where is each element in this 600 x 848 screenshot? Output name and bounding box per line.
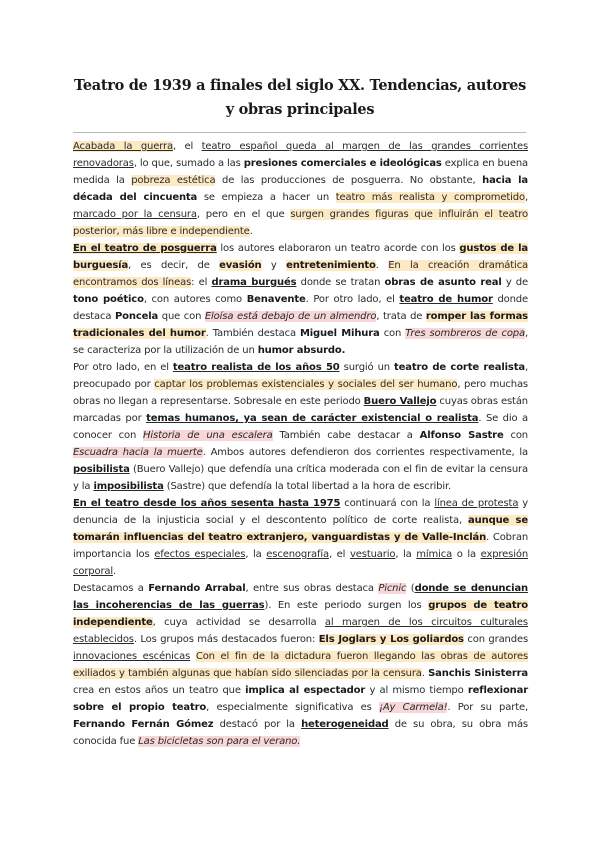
text-run: . Se dio a conocer con: [73, 413, 528, 441]
text-run: : el: [191, 277, 212, 288]
text-run: vestuario: [349, 549, 396, 560]
text-run: (Buero Vallejo) que defendía una crítica moderada con el fin de evitar la censura y la: [73, 464, 528, 492]
bold-text: humor absurdo.: [257, 345, 346, 356]
text-run: . Los grupos más destacados fueron:: [133, 634, 319, 645]
text-run: Destacamos a: [73, 583, 149, 594]
text-run: , la: [395, 549, 417, 560]
text-run: escenografía: [266, 549, 329, 560]
text-run: , el: [328, 549, 350, 560]
text-run: continuará con la: [340, 498, 435, 509]
bold-text: Benavente: [246, 294, 306, 305]
bold-text: temas humanos, ya sean de carácter existencial o realista: [146, 413, 479, 424]
text-run: expresión corporal: [73, 549, 529, 577]
text-run: efectos especiales: [154, 549, 246, 560]
text-run: que con: [158, 311, 205, 322]
text-run: teatro español queda al margen de las grandes corrientes renovadoras: [73, 141, 529, 169]
highlighted-text: Acabada la guerra: [73, 141, 173, 152]
bold-text: Poncela: [114, 311, 159, 322]
highlighted-text: teatro más realista y comprometido: [335, 192, 525, 203]
text-run: innovaciones escénicas: [73, 651, 191, 662]
text-run: , especialmente significativa es: [206, 702, 379, 713]
text-run: con: [379, 328, 406, 339]
paragraph-1: [73, 138, 528, 240]
text-run: y al mismo tiempo: [365, 685, 468, 696]
text-run: surgió un: [339, 362, 395, 373]
text-run: al margen de los circuitos culturales establecidos: [73, 617, 528, 645]
bold-text: teatro de corte realista: [394, 362, 525, 373]
text-run: . Cobran importancia los: [73, 532, 529, 560]
document-title: Teatro de 1939 a finales del siglo XX. Tendencias, autores y obras principales: [74, 77, 526, 118]
text-run: , preocupado por: [73, 362, 528, 390]
paragraph-3: [73, 359, 528, 495]
bold-text: Fernando Fernán Gómez: [73, 719, 214, 730]
highlighted-text: Els Joglars y Los goliardos: [318, 634, 464, 645]
text-run: mímica: [416, 549, 453, 560]
bold-text: imposibilista: [93, 481, 164, 492]
text-run: los autores elaboraron un teatro acorde con los: [216, 243, 460, 254]
bold-text: posibilista: [73, 464, 130, 475]
highlighted-text: captar los problemas existenciales y sociales del ser humano: [154, 379, 458, 390]
text-run: . Ambos autores defendieron dos corrientes respectivamente, la: [202, 447, 529, 458]
bold-text: Buero Vallejo: [363, 396, 437, 407]
highlighted-text: grupos de teatro independiente: [73, 600, 528, 628]
highlighted-text: Historia de una escalera: [143, 430, 273, 441]
highlighted-text: Escuadra hacia la muerte: [73, 447, 203, 458]
text-run: y denuncia de la injusticia social y el descontento político de corte realista,: [73, 498, 529, 526]
highlighted-text: En el teatro de posguerra: [73, 243, 217, 254]
highlighted-text: entretenimiento: [286, 260, 376, 271]
text-run: , el: [172, 141, 202, 152]
paragraph-5: [73, 580, 528, 750]
text-run: y de: [501, 277, 529, 288]
document-body: [73, 138, 528, 750]
text-run: Por otro lado, en el: [73, 362, 173, 373]
paragraph-4: [73, 495, 528, 580]
bold-text: reflexionar sobre el propio teatro: [73, 685, 529, 713]
bold-text: donde se denuncian las incoherencias de las guerras: [73, 583, 529, 611]
text-run: También cabe destacar a: [272, 430, 420, 441]
text-run: . También destaca: [205, 328, 300, 339]
text-run: crea en estos años un teatro que: [73, 685, 246, 696]
text-run: marcado por la censura: [73, 209, 197, 220]
text-run: , con autores como: [143, 294, 247, 305]
highlighted-text: gustos de la burguesía: [73, 243, 528, 271]
text-run: .: [375, 260, 389, 271]
text-run: , pero muchas obras no llegan a representarse. Sobresale en este periodo: [73, 379, 528, 407]
highlighted-text: Picnic: [378, 583, 407, 594]
bold-text: heterogeneidad: [301, 719, 389, 730]
highlighted-text: aunque se tomarán influencias del teatro extranjero, vanguardistas y de Valle-Inclán: [73, 515, 528, 543]
text-run: , entre sus obras destaca: [245, 583, 379, 594]
highlighted-text: Tres sombreros de copa: [405, 328, 525, 339]
text-run: explica en buena medida la: [73, 158, 528, 186]
text-run: cuyas obras están marcadas por: [73, 396, 528, 424]
bold-text: Sanchis Sinisterra: [428, 668, 528, 679]
highlighted-text: En la creación dramática encontramos dos líneas: [73, 260, 529, 288]
text-run: ,: [524, 192, 528, 203]
text-run: .: [113, 566, 117, 577]
text-run: .: [249, 226, 253, 237]
bold-text: obras de asunto real: [384, 277, 502, 288]
paragraph-2: [73, 240, 528, 359]
highlighted-text: surgen grandes figuras que influirán el teatro posterior, más libre e independiente: [73, 209, 528, 237]
highlighted-text: Con el fin de la dictadura fueron llegando las obras de autores exiliados y también algunas que habían sido silenciadas por la censura: [73, 651, 529, 679]
highlighted-text: Eloísa está debajo de un almendro: [204, 311, 377, 322]
text-run: ). En este periodo surgen los: [264, 600, 429, 611]
bold-text: presiones comerciales e ideológicas: [243, 158, 442, 169]
bold-text: implica al espectador: [245, 685, 366, 696]
bold-text: teatro realista de los años 50: [172, 362, 340, 373]
bold-text: hacia la década del cincuenta: [73, 175, 529, 203]
text-run: con: [503, 430, 528, 441]
text-run: , se caracteriza por la utilización de un: [73, 328, 529, 356]
text-run: donde destaca: [73, 294, 528, 322]
text-run: , cuya actividad se desarrolla: [152, 617, 325, 628]
bold-text: En el teatro desde los años sesenta hasta 1975: [73, 498, 341, 509]
highlighted-text: evasión: [219, 260, 262, 271]
bold-text: Alfonso Sastre: [419, 430, 504, 441]
text-run: destacó por la: [213, 719, 302, 730]
text-run: , trata de: [376, 311, 426, 322]
text-run: de su obra, su obra más conocida fue: [73, 719, 528, 747]
text-run: (: [406, 583, 415, 594]
text-run: , lo que, sumado a las: [133, 158, 244, 169]
highlighted-text: pobreza estética: [131, 175, 216, 186]
highlighted-text: romper las formas tradicionales del humor: [73, 311, 528, 339]
text-run: donde se tratan: [296, 277, 385, 288]
text-run: .: [421, 668, 429, 679]
text-run: . Por otro lado, el: [305, 294, 400, 305]
text-run: línea de protesta: [434, 498, 519, 509]
highlighted-text: Las bicicletas son para el verano.: [138, 736, 301, 747]
text-run: . Por su parte,: [447, 702, 529, 713]
bold-text: teatro de humor: [399, 294, 493, 305]
text-run: de las producciones de posguerra. No obstante,: [215, 175, 483, 186]
text-run: , pero en el que: [196, 209, 291, 220]
title-divider: [73, 132, 526, 133]
text-run: y: [261, 260, 287, 271]
text-run: , la: [245, 549, 267, 560]
text-run: o la: [452, 549, 481, 560]
text-run: con grandes: [463, 634, 529, 645]
text-run: (Sastre) que defendía la total libertad a la hora de escribir.: [163, 481, 452, 492]
highlighted-text: ¡Ay Carmela!: [379, 702, 448, 713]
bold-text: tono poético: [73, 294, 144, 305]
text-run: , es decir, de: [128, 260, 220, 271]
text-run: se empieza a hacer un: [197, 192, 336, 203]
bold-text: Miguel Mihura: [299, 328, 380, 339]
bold-text: drama burgués: [211, 277, 297, 288]
bold-text: Fernando Arrabal: [148, 583, 246, 594]
